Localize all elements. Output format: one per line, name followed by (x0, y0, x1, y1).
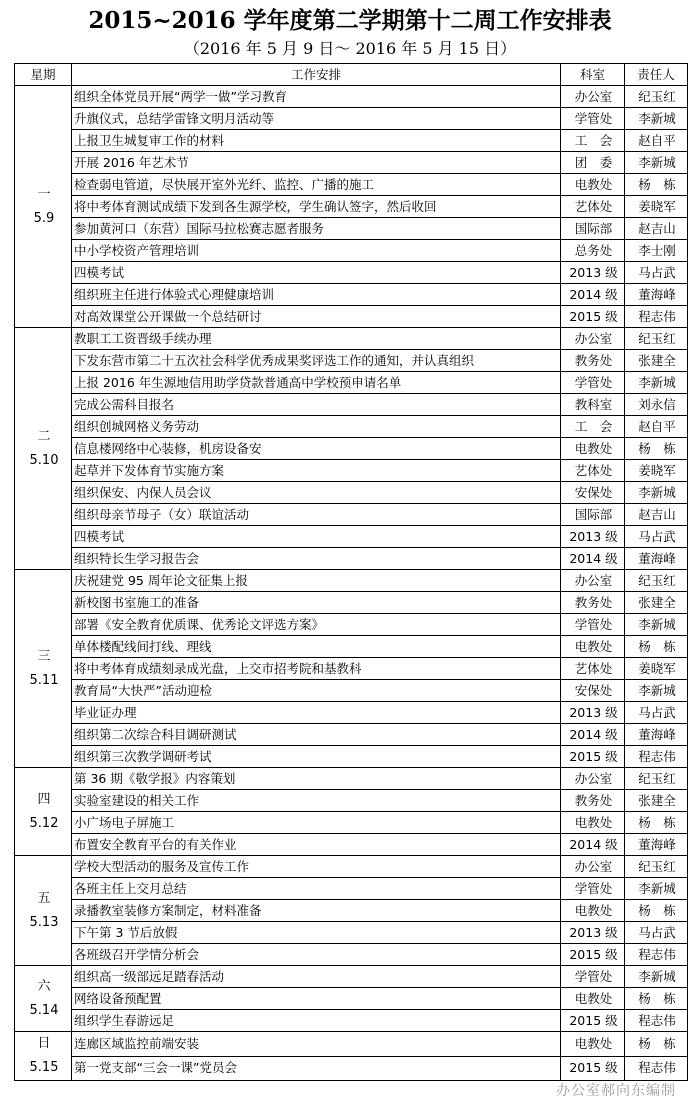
task-cell: 上报卫生城复审工作的材料 (72, 130, 561, 152)
person-cell: 董海峰 (625, 724, 688, 746)
dept-cell: 2013 级 (561, 922, 625, 944)
task-cell: 庆祝建党 95 周年论文征集上报 (72, 570, 561, 592)
task-cell: 组织保安、内保人员会议 (72, 482, 561, 504)
date-label: 5.9 (33, 210, 55, 226)
table-row (15, 548, 688, 570)
person-cell: 姜晓军 (625, 460, 688, 482)
table-row (15, 460, 688, 482)
task-cell: 对高效课堂公开课做一个总结研讨 (72, 306, 561, 328)
schedule-table (14, 63, 688, 1081)
dept-cell: 办公室 (561, 570, 625, 592)
person-cell: 杨 栋 (625, 812, 688, 834)
table-row (15, 196, 688, 218)
task-cell: 学校大型活动的服务及宣传工作 (72, 856, 561, 878)
dept-cell: 2015 级 (561, 306, 625, 328)
table-row (15, 108, 688, 130)
day-cell (15, 570, 72, 768)
day-cell (15, 768, 72, 856)
dept-cell: 2013 级 (561, 526, 625, 548)
table-row (15, 240, 688, 262)
task-cell: 实验室建设的相关工作 (72, 790, 561, 812)
task-cell: 组织高一级部远足踏春活动 (72, 966, 561, 988)
person-cell: 赵自平 (625, 416, 688, 438)
header-task: 工作安排 (72, 64, 561, 86)
date-label: 5.14 (29, 1002, 59, 1018)
weekday-label: 日 (37, 1036, 51, 1051)
person-cell: 张建全 (625, 790, 688, 812)
table-row (15, 350, 688, 372)
person-cell: 赵吉山 (625, 504, 688, 526)
table-row (15, 702, 688, 724)
dept-cell: 电教处 (561, 174, 625, 196)
table-row (15, 130, 688, 152)
weekday-label: 一 (37, 186, 51, 202)
task-cell: 各班级召开学情分析会 (72, 944, 561, 966)
dept-cell: 办公室 (561, 328, 625, 350)
task-cell: 毕业证办理 (72, 702, 561, 724)
table-row (15, 284, 688, 306)
date-range-subtitle: （2016 年 5 月 9 日～ 2016 年 5 月 15 日） (183, 39, 517, 58)
dept-cell: 团 委 (561, 152, 625, 174)
table-row (15, 504, 688, 526)
dept-cell: 2014 级 (561, 834, 625, 856)
dept-cell: 安保处 (561, 482, 625, 504)
table-row (15, 878, 688, 900)
dept-cell: 艺体处 (561, 196, 625, 218)
table-row (15, 482, 688, 504)
person-cell: 马占武 (625, 526, 688, 548)
dept-cell: 2015 级 (561, 944, 625, 966)
task-cell: 组织学生春游远足 (72, 1010, 561, 1032)
person-cell: 董海峰 (625, 548, 688, 570)
dept-cell: 艺体处 (561, 460, 625, 482)
task-cell: 小广场电子屏施工 (72, 812, 561, 834)
person-cell: 纪玉红 (625, 856, 688, 878)
date-label: 5.10 (29, 452, 59, 468)
dept-cell: 工 会 (561, 416, 625, 438)
task-cell: 四模考试 (72, 262, 561, 284)
dept-cell: 办公室 (561, 86, 625, 108)
task-cell: 第 36 期《敬学报》内容策划 (72, 768, 561, 790)
table-row (15, 790, 688, 812)
table-row (15, 812, 688, 834)
date-label: 5.12 (29, 815, 59, 831)
person-cell: 李新城 (625, 152, 688, 174)
task-cell: 布置安全教育平台的有关作业 (72, 834, 561, 856)
dept-cell: 教务处 (561, 350, 625, 372)
table-row (15, 152, 688, 174)
person-cell: 董海峰 (625, 284, 688, 306)
weekday-label: 二 (37, 428, 51, 444)
dept-cell: 2013 级 (561, 262, 625, 284)
task-cell: 信息楼网络中心装修，机房设备安 (72, 438, 561, 460)
person-cell: 纪玉红 (625, 570, 688, 592)
table-row (15, 988, 688, 1010)
date-label: 5.11 (29, 672, 59, 688)
table-row (15, 1032, 688, 1057)
person-cell: 李新城 (625, 108, 688, 130)
dept-cell: 国际部 (561, 504, 625, 526)
task-cell: 组织第二次综合科目调研测试 (72, 724, 561, 746)
header-row (15, 64, 688, 86)
table-row (15, 328, 688, 350)
person-cell: 马占武 (625, 262, 688, 284)
task-cell: 起草并下发体育节实施方案 (72, 460, 561, 482)
person-cell: 程志伟 (625, 1010, 688, 1032)
table-row (15, 218, 688, 240)
table-row (15, 944, 688, 966)
person-cell: 纪玉红 (625, 86, 688, 108)
table-row (15, 394, 688, 416)
task-cell: 组织母亲节母子（女）联谊活动 (72, 504, 561, 526)
dept-cell: 2014 级 (561, 284, 625, 306)
person-cell: 马占武 (625, 702, 688, 724)
task-cell: 将中考体育成绩刻录成光盘，上交市招考院和基教科 (72, 658, 561, 680)
table-row (15, 768, 688, 790)
task-cell: 部署《安全教育优质课、优秀论文评选方案》 (72, 614, 561, 636)
table-row (15, 900, 688, 922)
table-row (15, 746, 688, 768)
person-cell: 张建全 (625, 592, 688, 614)
weekday-label: 三 (37, 648, 51, 664)
date-label: 5.13 (29, 914, 59, 930)
task-cell: 将中考体育测试成绩下发到各生源学校，学生确认签字，然后收回 (72, 196, 561, 218)
dept-cell: 电教处 (561, 988, 625, 1010)
table-row (15, 922, 688, 944)
task-cell: 各班主任上交月总结 (72, 878, 561, 900)
table-row (15, 306, 688, 328)
person-cell: 张建全 (625, 350, 688, 372)
person-cell: 李新城 (625, 482, 688, 504)
person-cell: 杨 栋 (625, 988, 688, 1010)
schedule-body (15, 86, 688, 1081)
person-cell: 程志伟 (625, 746, 688, 768)
person-cell: 纪玉红 (625, 328, 688, 350)
weekday-label: 六 (37, 978, 51, 994)
header-person: 责任人 (625, 64, 688, 86)
task-cell: 升旗仪式，总结学雷锋文明月活动等 (72, 108, 561, 130)
task-cell: 单体楼配线间打线、理线 (72, 636, 561, 658)
person-cell: 赵自平 (625, 130, 688, 152)
table-row (15, 966, 688, 988)
task-cell: 下发东营市第二十五次社会科学优秀成果奖评选工作的通知，并认真组织 (72, 350, 561, 372)
task-cell: 完成公需科目报名 (72, 394, 561, 416)
task-cell: 中小学校资产管理培训 (72, 240, 561, 262)
person-cell: 赵吉山 (625, 218, 688, 240)
dept-cell: 学管处 (561, 614, 625, 636)
dept-cell: 学管处 (561, 108, 625, 130)
person-cell: 李新城 (625, 372, 688, 394)
task-cell: 上报 2016 年生源地信用助学贷款普通高中学校预申请名单 (72, 372, 561, 394)
task-cell: 检查弱电管道，尽快展开室外光纤、监控、广播的施工 (72, 174, 561, 196)
page-title: 2015~2016 学年度第二学期第十二周工作安排表 (88, 7, 612, 34)
day-cell (15, 856, 72, 966)
task-cell: 组织第三次教学调研考试 (72, 746, 561, 768)
dept-cell: 电教处 (561, 636, 625, 658)
task-cell: 录播教室装修方案制定，材料准备 (72, 900, 561, 922)
person-cell: 李新城 (625, 966, 688, 988)
dept-cell: 教务处 (561, 790, 625, 812)
weekday-label: 五 (37, 890, 51, 906)
table-row (15, 1056, 688, 1081)
dept-cell: 学管处 (561, 966, 625, 988)
task-cell: 开展 2016 年艺术节 (72, 152, 561, 174)
table-row (15, 856, 688, 878)
person-cell: 程志伟 (625, 306, 688, 328)
person-cell: 程志伟 (625, 944, 688, 966)
dept-cell: 安保处 (561, 680, 625, 702)
task-cell: 下午第 3 节后放假 (72, 922, 561, 944)
task-cell: 教职工工资晋级手续办理 (72, 328, 561, 350)
table-row (15, 636, 688, 658)
person-cell: 杨 栋 (625, 1032, 688, 1057)
table-row (15, 658, 688, 680)
task-cell: 组织全体党员开展“两学一做”学习教育 (72, 86, 561, 108)
dept-cell: 办公室 (561, 768, 625, 790)
dept-cell: 2014 级 (561, 724, 625, 746)
day-cell (15, 86, 72, 328)
compiler-credit: 办公室郝向东编制 (556, 1083, 676, 1099)
dept-cell: 学管处 (561, 372, 625, 394)
table-row (15, 724, 688, 746)
dept-cell: 2015 级 (561, 1056, 625, 1081)
person-cell: 李新城 (625, 878, 688, 900)
task-cell: 网络设备预配置 (72, 988, 561, 1010)
table-row (15, 174, 688, 196)
person-cell: 李新城 (625, 680, 688, 702)
dept-cell: 办公室 (561, 856, 625, 878)
person-cell: 纪玉红 (625, 768, 688, 790)
table-row (15, 592, 688, 614)
task-cell: 第一党支部“三会一课”党员会 (72, 1056, 561, 1081)
date-label: 5.15 (29, 1060, 59, 1075)
person-cell: 李新城 (625, 614, 688, 636)
person-cell: 杨 栋 (625, 174, 688, 196)
dept-cell: 电教处 (561, 1032, 625, 1057)
dept-cell: 2015 级 (561, 746, 625, 768)
table-row (15, 680, 688, 702)
person-cell: 杨 栋 (625, 900, 688, 922)
header-day: 星期 (15, 64, 72, 86)
table-row (15, 570, 688, 592)
day-cell (15, 328, 72, 570)
dept-cell: 2013 级 (561, 702, 625, 724)
table-row (15, 438, 688, 460)
person-cell: 杨 栋 (625, 438, 688, 460)
dept-cell: 电教处 (561, 812, 625, 834)
table-row (15, 834, 688, 856)
person-cell: 姜晓军 (625, 658, 688, 680)
table-row (15, 372, 688, 394)
table-row (15, 526, 688, 548)
day-cell (15, 1032, 72, 1081)
dept-cell: 总务处 (561, 240, 625, 262)
header-dept: 科室 (561, 64, 625, 86)
task-cell: 组织特长生学习报告会 (72, 548, 561, 570)
dept-cell: 2014 级 (561, 548, 625, 570)
dept-cell: 国际部 (561, 218, 625, 240)
table-row (15, 262, 688, 284)
person-cell: 刘永信 (625, 394, 688, 416)
table-row (15, 86, 688, 108)
table-row (15, 1010, 688, 1032)
dept-cell: 2015 级 (561, 1010, 625, 1032)
dept-cell: 电教处 (561, 900, 625, 922)
dept-cell: 教科室 (561, 394, 625, 416)
weekday-label: 四 (37, 791, 51, 807)
person-cell: 杨 栋 (625, 636, 688, 658)
table-row (15, 614, 688, 636)
person-cell: 程志伟 (625, 1056, 688, 1081)
person-cell: 姜晓军 (625, 196, 688, 218)
person-cell: 李士刚 (625, 240, 688, 262)
person-cell: 董海峰 (625, 834, 688, 856)
task-cell: 四模考试 (72, 526, 561, 548)
dept-cell: 工 会 (561, 130, 625, 152)
day-cell (15, 966, 72, 1032)
dept-cell: 学管处 (561, 878, 625, 900)
dept-cell: 艺体处 (561, 658, 625, 680)
task-cell: 组织班主任进行体验式心理健康培训 (72, 284, 561, 306)
task-cell: 新校图书室施工的准备 (72, 592, 561, 614)
task-cell: 教育局“大快严”活动迎检 (72, 680, 561, 702)
task-cell: 组织创城网格义务劳动 (72, 416, 561, 438)
dept-cell: 电教处 (561, 438, 625, 460)
table-row (15, 416, 688, 438)
dept-cell: 教务处 (561, 592, 625, 614)
task-cell: 连廊区域监控前端安装 (72, 1032, 561, 1057)
person-cell: 马占武 (625, 922, 688, 944)
task-cell: 参加黄河口（东营）国际马拉松赛志愿者服务 (72, 218, 561, 240)
